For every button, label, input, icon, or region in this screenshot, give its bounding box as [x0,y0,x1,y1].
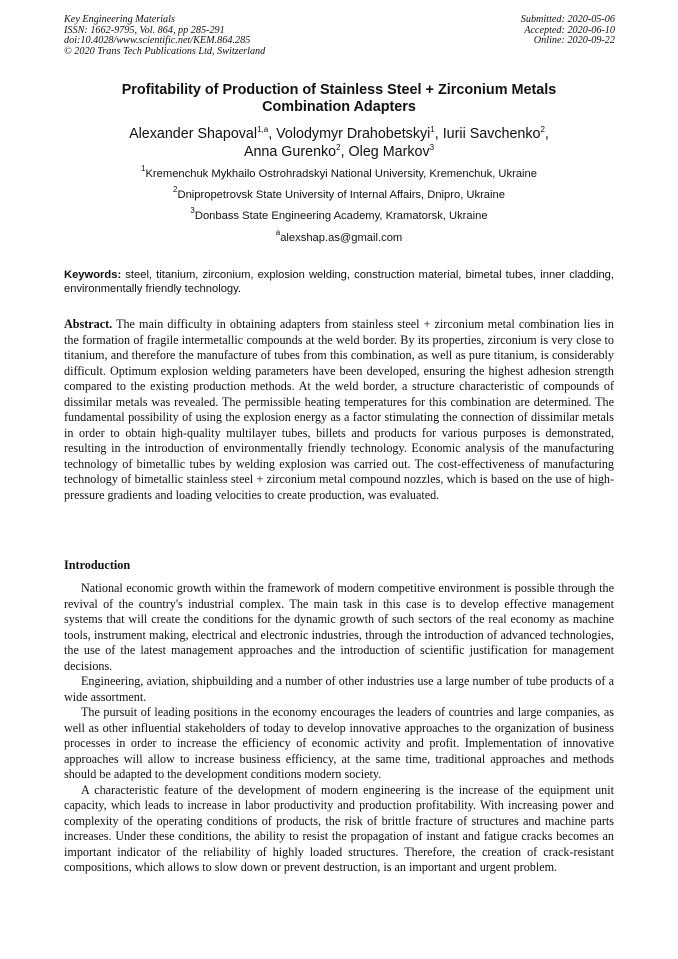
journal-copyright: © 2020 Trans Tech Publications Ltd, Switzerland [64,45,266,57]
journal-name: Key Engineering Materials [64,14,175,25]
paragraph: A characteristic feature of the development of modern engineering is the increase of the equipment unit capacity, which leads to increase in labor productivity and production profitability. With increasing power and complexity of the operating conditions of products, the risk of brittle fracture of structures and machine parts increases. Under these conditions, the ability to resist the propagation of instant and fatigue cracks becomes an important indicator of the reliability of highly loaded structures. Therefore, the creation of crack-resistant compositions, which allows to slow down or prevent destruction, is an important and urgent problem. [64,782,614,874]
author-affil-mark: 1 [430,125,435,134]
title-line-1: Profitability of Production of Stainless Steel + Zirconium Metals [121,82,557,98]
author-separator: , [268,126,277,142]
author-separator: , [434,126,443,142]
journal-doi: doi:10.4028/www.scientific.net/KEM.864.285 [64,35,251,47]
affiliation-1 [64,164,614,180]
submitted-date: Submitted: 2020-05-06 [520,14,615,25]
online-date: Online: 2020-09-22 [533,35,615,47]
author-name: Volodymyr Drahobetskyi [276,126,431,142]
paragraph: National economic growth within the framework of modern competitive environment is possible through the revival of the country's industrial complex. The main task in this case is to develop effective management systems that will create the conditions for the dynamic growth of such sectors of the real economy as machine tools, instrument making, electrical and electronic industries, through the introduction of advanced technologies, the use of the latest management approaches and the introduction of scientific justification for management decisions. [64,581,614,673]
journal-header-right [521,15,615,47]
introduction-heading: Introduction [64,558,131,572]
author-affil-mark: 3 [429,143,435,153]
author-name: Anna Gurenko [243,144,337,161]
introduction-body [64,581,614,876]
author-affil-mark: 1,a [257,125,269,134]
author-email [64,228,614,244]
affiliation-text: Dnipropetrovsk State University of Internal Affairs, Dnipro, Ukraine [177,189,505,201]
email-mark: a [275,228,281,237]
paragraph: The pursuit of leading positions in the economy encourages the leaders of countries and large companies, as well as other influential stakeholders of today to develop innovative approaches to the organization of business processes in order to increase the efficiency of economic activity and profit. Implementation of innovative approaches will allow to increase business efficiency, at the same time, traditional approaches and methods should be adapted to the development conditions modern society. [64,705,614,781]
journal-issn: ISSN: 1662-9795, Vol. 864, pp 285-291 [64,24,225,36]
affiliation-mark: 1 [141,164,146,173]
affiliation-mark: 2 [173,185,178,194]
affiliation-text: Donbass State Engineering Academy, Kramatorsk, Ukraine [194,210,488,222]
abstract-text: The main difficulty in obtaining adapters from stainless steel + zirconium metal combination lies in the formation of fragile intermetallic compounds at the weld border. By its properties, zirconium is very close to titanium, and therefore the manufacture of tubes from this combination, as well as pure titanium, is considerably difficult. Optimum explosion welding parameters have been developed, ensuring the highest adhesion strength compared to the existing production methods. At the weld border, a structure characteristic of compounds of dissimilar metals was revealed. The permissible heating temperatures for this combination are determined. The fundamental possibility of using the explosion energy as a factor stimulating the connection of dissimilar metals in order to obtain high-quality multilayer tubes, billets and products for various purposes is demonstrated, resulting in the introduction of environmentally friendly technology. Economic analysis of the manufacturing technology of bimetallic tubes by welding explosion was carried out. The cost-effectiveness of manufacturing technology of bimetallic stainless steel + zirconium metal compound nozzles, which is based on the use of high-pressure gradients and loading velocities to create production, was evaluated. [64,317,614,503]
keywords-label: Keywords: [64,269,122,281]
journal-header-left [64,15,265,57]
affiliation-2 [64,185,614,201]
accepted-date: Accepted: 2020-06-10 [524,24,615,36]
author-separator: , [340,144,349,161]
paragraph: Engineering, aviation, shipbuilding and a number of other industries use a large number of tube products of a wide assortment. [64,674,614,704]
author-affil-mark: 2 [336,143,341,153]
author-name: Oleg Markov [348,144,430,161]
author-separator: , [544,126,549,142]
author-name: Iurii Savchenko [442,126,541,142]
keywords-text: steel, titanium, zirconium, explosion welding, construction material, bimetal tubes, inner cladding, environmentally friendly technology. [64,269,614,296]
affiliation-text: Kremenchuk Mykhailo Ostrohradskyi National University, Kremenchuk, Ukraine [145,168,537,180]
title-line-2: Combination Adapters [262,99,416,116]
author-affil-mark: 2 [540,125,545,134]
email-text: alexshap.as@gmail.com [280,232,403,244]
author-name: Alexander Shapoval [129,126,258,142]
affiliation-mark: 3 [190,206,195,215]
author-list [64,125,614,162]
abstract-block [64,317,614,504]
abstract-label: Abstract. [64,317,113,331]
keywords-block [64,268,614,296]
paper-title [64,82,614,117]
affiliation-3 [64,206,614,222]
